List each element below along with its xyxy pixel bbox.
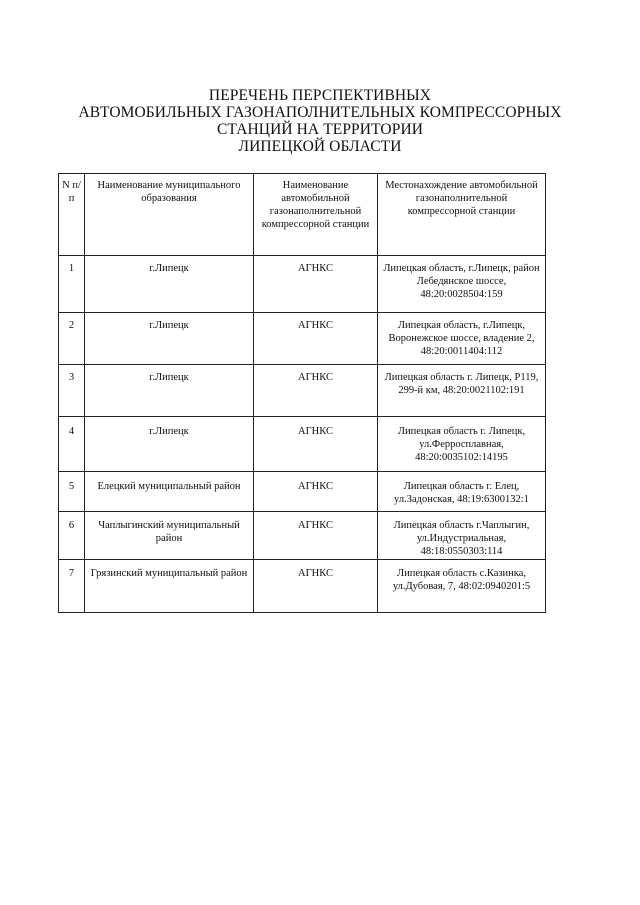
table-row — [59, 417, 546, 472]
cell-municipality: г.Липецк — [85, 417, 254, 472]
cell-municipality: Грязинский муниципальный район — [85, 560, 254, 613]
stations-table — [58, 173, 546, 613]
title-line-2: АВТОМОБИЛЬНЫХ ГАЗОНАПОЛНИТЕЛЬНЫХ КОМПРЕССОРНЫХ — [78, 104, 562, 121]
cell-number: 2 — [59, 313, 85, 365]
cell-station: АГНКС — [254, 365, 378, 417]
cell-municipality: г.Липецк — [85, 256, 254, 313]
cell-location: Липецкая область с.Казинка, ул.Дубовая, 7, 48:02:0940201:5 — [378, 560, 546, 613]
cell-station: АГНКС — [254, 313, 378, 365]
cell-station: АГНКС — [254, 417, 378, 472]
header-number: N п/п — [59, 174, 85, 256]
table-row — [59, 472, 546, 512]
title-line-3: СТАНЦИЙ НА ТЕРРИТОРИИ — [216, 121, 424, 138]
cell-station: АГНКС — [254, 512, 378, 560]
cell-station: АГНКС — [254, 472, 378, 512]
cell-location: Липецкая область г. Липецк, Р119, 299-й км, 48:20:0021102:191 — [378, 365, 546, 417]
cell-municipality: Чаплыгинский муниципальный район — [85, 512, 254, 560]
cell-number: 4 — [59, 417, 85, 472]
cell-location: Липецкая область, г.Липецк, район Лебедянское шоссе, 48:20:0028504:159 — [378, 256, 546, 313]
cell-municipality: г.Липецк — [85, 313, 254, 365]
table-row — [59, 512, 546, 560]
document-title — [60, 87, 580, 155]
title-line-1: ПЕРЕЧЕНЬ ПЕРСПЕКТИВНЫХ — [208, 87, 432, 104]
cell-municipality: Елецкий муниципальный район — [85, 472, 254, 512]
header-station-name: Наименование автомобильной газонаполнительной компрессорной станции — [254, 174, 378, 256]
cell-municipality: г.Липецк — [85, 365, 254, 417]
cell-location: Липецкая область г. Елец, ул.Задонская, 48:19:6300132:1 — [378, 472, 546, 512]
cell-number: 7 — [59, 560, 85, 613]
cell-station: АГНКС — [254, 256, 378, 313]
cell-location: Липецкая область г. Липецк, ул.Ферросплавная, 48:20:0035102:14195 — [378, 417, 546, 472]
cell-number: 5 — [59, 472, 85, 512]
cell-station: АГНКС — [254, 560, 378, 613]
cell-number: 6 — [59, 512, 85, 560]
title-line-4: ЛИПЕЦКОЙ ОБЛАСТИ — [238, 138, 402, 155]
cell-number: 1 — [59, 256, 85, 313]
cell-location: Липецкая область, г.Липецк, Воронежское шоссе, владение 2, 48:20:0011404:112 — [378, 313, 546, 365]
cell-location: Липецкая область г.Чаплыгин, ул.Индустриальная, 48:18:0550303:114 — [378, 512, 546, 560]
table-row — [59, 560, 546, 613]
table-row — [59, 313, 546, 365]
header-location: Местонахождение автомобильной газонаполнительной компрессорной станции — [378, 174, 546, 256]
header-municipality: Наименование муниципального образования — [85, 174, 254, 256]
table-header-row — [59, 174, 546, 256]
table-row — [59, 256, 546, 313]
cell-number: 3 — [59, 365, 85, 417]
table-row — [59, 365, 546, 417]
